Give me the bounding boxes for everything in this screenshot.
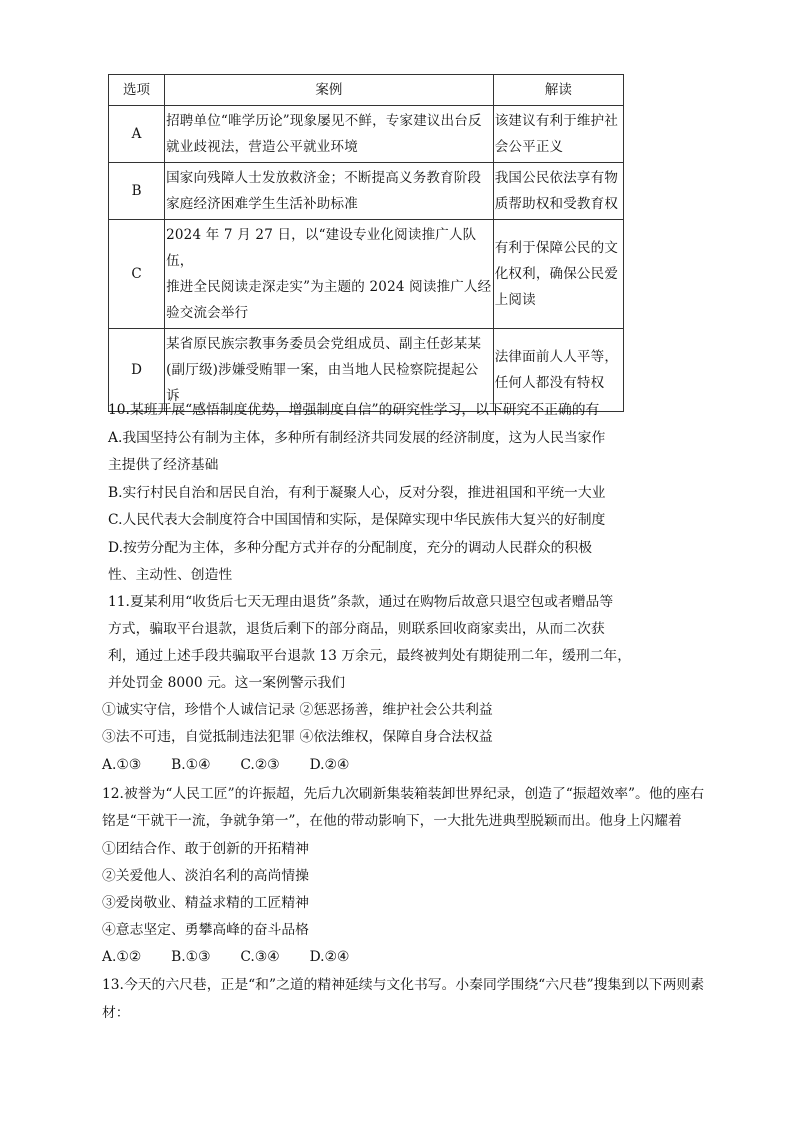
q12-option-c: C.③④ (240, 949, 280, 965)
case-line: (副厅级)涉嫌受贿罪一案，由当地人民检察院提起公 (166, 362, 479, 378)
reading-line: 该建议有利于维护社 (494, 113, 619, 129)
q12-stem-line-2: 铭是“干就干一流，争就争第一”，在他的带动影响下，一大批先进典型脱颖而出。他身上闪耀着 (102, 813, 682, 829)
reading-line: 上阅读 (494, 292, 536, 308)
q11-stem-line-3: 利，通过上述手段共骗取平台退款 13 万余元，最终被判处有期徒刑二年，缓刑二年， (108, 648, 632, 664)
row-case (165, 163, 494, 220)
q12-option-a: A.①② (102, 949, 142, 965)
q12-answer-options (102, 947, 379, 967)
reading-line: 我国公民依法享有物 (494, 170, 619, 186)
q11-stem-line-4: 并处罚金 8000 元。这一案例警示我们 (108, 675, 346, 691)
row-reading (493, 106, 623, 163)
q10-option-a: A.我国坚持公有制为主体，多种所有制经济共同发展的经济制度，这为人民当家作 (108, 430, 606, 446)
header-reading: 解读 (493, 75, 623, 106)
reading-line: 有利于保障公民的文 (494, 240, 619, 256)
case-line: 诉 (166, 388, 180, 404)
case-line: 某省原民族宗教事务委员会党组成员、副主任彭某某 (166, 336, 482, 352)
table-row (109, 220, 624, 329)
question-table (108, 74, 624, 412)
reading-line: 会公平正义 (494, 139, 564, 155)
q11-option-c: C.②③ (240, 757, 280, 773)
q11-stem-line-1: 11.夏某利用“收货后七天无理由退货”条款，通过在购物后故意只退空包或者赠品等 (108, 594, 614, 610)
row-case (165, 106, 494, 163)
header-case: 案例 (165, 75, 494, 106)
q11-statements-1: ①诚实守信，珍惜个人诚信记录 ②惩恶扬善，维护社会公共利益 (102, 702, 493, 718)
case-line: 招聘单位“唯学历论”现象屡见不鲜，专家建议出台反 (166, 113, 482, 129)
reading-line: 任何人都没有特权 (494, 375, 605, 391)
case-line: 验交流会举行 (166, 305, 249, 321)
reading-line: 化权利，确保公民爱 (494, 266, 619, 282)
case-line: 国家向残障人士发放救济金；不断提高义务教育阶段 (166, 170, 482, 186)
case-line: 推进全民阅读走深走实”为主题的 2024 阅读推广人经 (166, 279, 492, 295)
row-reading (493, 163, 623, 220)
q12-statement-1: ①团结合作、敢于创新的开拓精神 (102, 841, 309, 857)
q13-stem-line-2: 材： (102, 1005, 130, 1021)
q11-answer-options (102, 755, 379, 775)
row-option: B (109, 163, 165, 220)
q12-option-b: B.①③ (171, 949, 211, 965)
q12-statement-2: ②关爱他人、淡泊名利的高尚情操 (102, 868, 309, 884)
q11-option-d: D.②④ (309, 757, 350, 773)
reading-line: 质帮助权和受教育权 (494, 196, 619, 212)
row-reading (493, 220, 623, 329)
q10-option-a-cont: 主提供了经济基础 (108, 457, 219, 473)
q12-statement-3: ③爱岗敬业、精益求精的工匠精神 (102, 895, 309, 911)
q11-stem-line-2: 方式，骗取平台退款，退货后剩下的部分商品，则联系回收商家卖出，从而二次获 (108, 621, 605, 637)
header-option: 选项 (109, 75, 165, 106)
q12-stem-line-1: 12.被誉为“人民工匠”的许振超，先后九次刷新集装箱装卸世界纪录，创造了“振超效率”。他的座右 (102, 786, 705, 802)
case-line: 家庭经济困难学生生活补助标准 (166, 196, 358, 212)
case-line: 就业歧视法，营造公平就业环境 (166, 139, 358, 155)
q11-option-a: A.①③ (102, 757, 142, 773)
q11-option-b: B.①④ (171, 757, 211, 773)
q11-statements-2: ③法不可违，自觉抵制违法犯罪 ④依法维权，保障自身合法权益 (102, 729, 493, 745)
row-option: A (109, 106, 165, 163)
q10-stem: 10.某班开展“感悟制度优势，增强制度自信”的研究性学习，以下研究不正确的有 (108, 402, 600, 418)
row-option: D (109, 329, 165, 412)
q10-option-d-cont: 性、主动性、创造性 (108, 567, 233, 583)
q10-option-b: B.实行村民自治和居民自治，有利于凝聚人心，反对分裂，推进祖国和平统一大业 (108, 485, 606, 501)
q13-stem-line-1: 13.今天的六尺巷，正是“和”之道的精神延续与文化书写。小秦同学围绕“六尺巷”搜集到以下两则素 (102, 977, 705, 993)
row-case (165, 220, 494, 329)
table-header-row (109, 75, 624, 106)
table-row (109, 163, 624, 220)
case-line: 2024 年 7 月 27 日，以“建设专业化阅读推广人队伍， (166, 227, 477, 269)
row-option: C (109, 220, 165, 329)
q12-option-d: D.②④ (309, 949, 350, 965)
reading-line: 法律面前人人平等， (494, 349, 619, 365)
q10-option-d: D.按劳分配为主体，多种分配方式并存的分配制度，充分的调动人民群众的积极 (108, 540, 593, 556)
q10-option-c: C.人民代表大会制度符合中国国情和实际，是保障实现中华民族伟大复兴的好制度 (108, 512, 606, 528)
table-row (109, 106, 624, 163)
q12-statement-4: ④意志坚定、勇攀高峰的奋斗品格 (102, 922, 309, 938)
